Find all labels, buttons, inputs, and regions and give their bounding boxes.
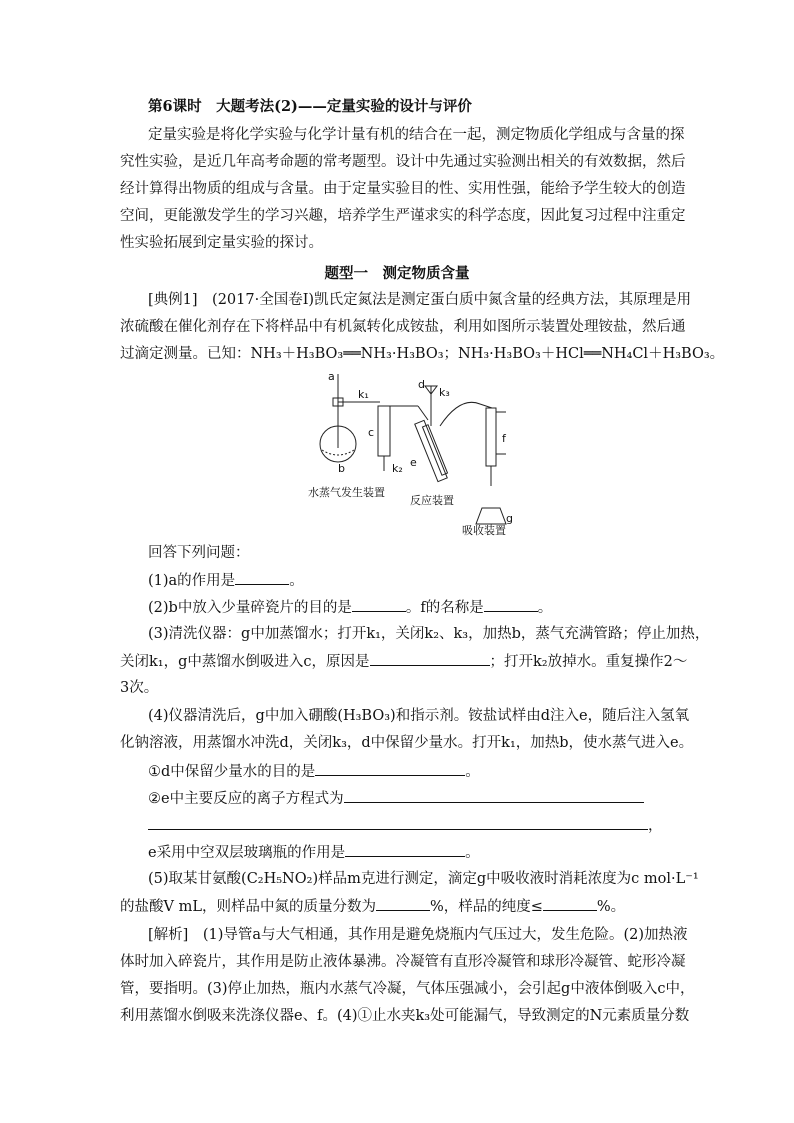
question-4-part2-cont: ，	[148, 815, 708, 836]
question-4-line2: 化钠溶液，用蒸馏水冲洗d，关闭k₃，d中保留少量水。打开k₁，加热b，使水蒸气进入e。	[120, 735, 694, 751]
question-1: (1)a的作用是 。	[148, 570, 708, 591]
question-3-line1: (3)清洗仪器：g中加蒸馏水；打开k₁，关闭k₂、k₃，加热b，蒸气充满管路；停止加热，	[148, 626, 710, 642]
intro-line: 性实验拓展到定量实验的探讨。	[120, 235, 323, 251]
question-3-line3: 3次。	[120, 680, 159, 696]
example-line: 过滴定测量。已知：NH₃＋H₃BO₃══NH₃·H₃BO₃；NH₃·H₃BO₃＋HCl══NH₄Cl＋H₃BO₃。	[120, 346, 725, 362]
questions-lead: 回答下列问题：	[148, 545, 250, 561]
question-4-line1: (4)仪器清洗后，g中加入硼酸(H₃BO₃)和指示剂。铵盐试样由d注入e，随后注入氢氧	[148, 708, 690, 724]
apparatus-drawing	[300, 366, 518, 538]
label-k1: k₁	[358, 388, 369, 401]
example-line: [典例1] (2017·全国卷Ⅰ)凯氏定氮法是测定蛋白质中氮含量的经典方法，其原理是用	[148, 292, 692, 308]
apparatus-diagram	[300, 366, 518, 538]
question-5-line2: 的盐酸V mL，则样品中氮的质量分数为 %，样品的纯度≤ %。	[120, 896, 680, 917]
caption-reaction-apparatus: 反应装置	[410, 494, 454, 507]
intro-line: 经计算得出物质的组成与含量。由于定量实验目的性、实用性强，能给予学生较大的创造	[120, 181, 686, 197]
label-f: f	[502, 432, 506, 445]
intro-line: 空间，更能激发学生的学习兴趣，培养学生严谨求实的科学态度，因此复习过程中注重定	[120, 208, 686, 224]
label-k2: k₂	[392, 462, 403, 475]
analysis-line: 管，要指明。(3)停止加热，瓶内水蒸气冷凝，气体压强减小，会引起g中液体倒吸入c中，	[120, 981, 695, 997]
intro-line: 定量实验是将化学实验与化学计量有机的结合在一起，测定物质化学组成与含量的探	[148, 127, 685, 143]
intro-line: 究性实验，是近几年高考命题的常考题型。设计中先通过实验测出相关的有效数据，然后	[120, 154, 686, 170]
question-4-part1: ①d中保留少量水的目的是 。	[148, 761, 708, 782]
label-e: e	[410, 456, 417, 469]
section-title: 题型一 测定物质含量	[324, 265, 470, 282]
label-k3: k₃	[439, 386, 450, 399]
question-3-line2: 关闭k₁，g中蒸馏水倒吸进入c，原因是 ；打开k₂放掉水。重复操作2～	[120, 651, 680, 672]
question-5-line1: (5)取某甘氨酸(C₂H₅NO₂)样品m克进行测定，滴定g中吸收液时消耗浓度为c mol·L⁻¹	[148, 871, 699, 887]
analysis-line: [解析] (1)导管a与大气相通，其作用是避免烧瓶内气压过大，发生危险。(2)加热液	[148, 927, 688, 943]
caption-steam-generator: 水蒸气发生装置	[308, 486, 385, 499]
label-d: d	[418, 378, 425, 391]
question-4-part2: ②e中主要反应的离子方程式为	[148, 788, 708, 809]
question-4-part3: e采用中空双层玻璃瓶的作用是 。	[148, 842, 708, 863]
caption-absorption-apparatus: 吸收装置	[462, 524, 506, 537]
label-g: g	[506, 512, 513, 525]
question-2: (2)b中放入少量碎瓷片的目的是 。f的名称是 。	[148, 597, 708, 618]
label-c: c	[368, 426, 375, 439]
example-line: 浓硫酸在催化剂存在下将样品中有机氮转化成铵盐，利用如图所示装置处理铵盐，然后通	[120, 319, 686, 335]
analysis-line: 体时加入碎瓷片，其作用是防止液体暴沸。冷凝管有直形冷凝管和球形冷凝管、蛇形冷凝	[120, 954, 686, 970]
label-a: a	[328, 370, 335, 383]
label-b: b	[338, 462, 345, 475]
page-title: 第6课时 大题考法(2)——定量实验的设计与评价	[148, 98, 472, 115]
analysis-line: 利用蒸馏水倒吸来洗涤仪器e、f。(4)①止水夹k₃处可能漏气，导致测定的N元素质量分数	[120, 1008, 690, 1024]
